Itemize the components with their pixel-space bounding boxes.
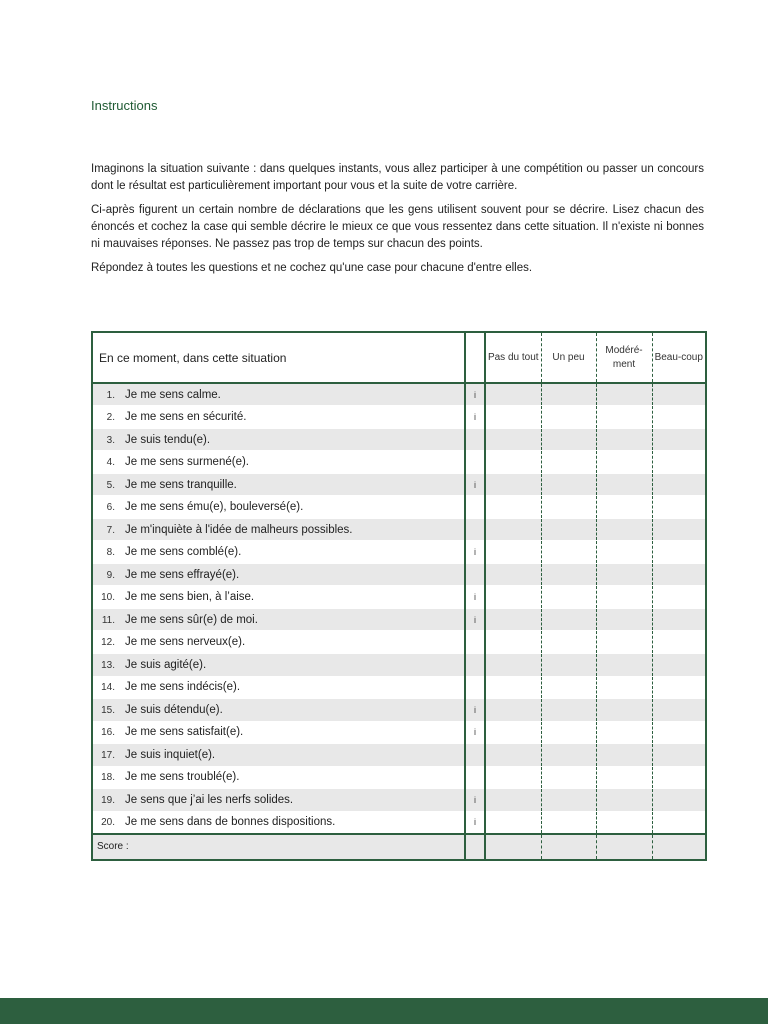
answer-cell-pas-du-tout[interactable]: [485, 518, 541, 541]
answer-cell-un-peu[interactable]: [541, 744, 596, 767]
item-flag: [465, 766, 485, 789]
answer-cell-pas-du-tout[interactable]: [485, 631, 541, 654]
table-row: [93, 518, 705, 541]
answer-cell-un-peu[interactable]: [541, 406, 596, 429]
item-text: Je sens que j’ai les nerfs solides.: [125, 793, 294, 806]
item-number: 11.: [101, 614, 115, 626]
table-row: [93, 766, 705, 789]
item-number: 2.: [106, 412, 115, 424]
answer-cell-un-peu[interactable]: [541, 586, 596, 609]
score-cell-un-peu[interactable]: [541, 834, 596, 859]
item-flag: i: [465, 383, 485, 406]
answer-cell-moderement[interactable]: [596, 699, 652, 722]
table-row: [93, 541, 705, 564]
answer-cell-beaucoup[interactable]: [652, 563, 705, 586]
answer-cell-moderement[interactable]: [596, 721, 652, 744]
item-flag: i: [465, 811, 485, 834]
column-header-beaucoup: Beau-coup: [652, 333, 705, 383]
item-label-cell: [93, 631, 465, 654]
item-label-cell: [93, 451, 465, 474]
column-header-moderement: Modéré-ment: [596, 333, 652, 383]
answer-cell-un-peu[interactable]: [541, 811, 596, 834]
score-cell-pas-du-tout[interactable]: [485, 834, 541, 859]
table-row: [93, 789, 705, 812]
item-label-cell: [93, 653, 465, 676]
answer-cell-beaucoup[interactable]: [652, 518, 705, 541]
score-row: [93, 834, 705, 859]
answer-cell-moderement[interactable]: [596, 766, 652, 789]
item-number: 1.: [106, 389, 115, 401]
table-row: [93, 496, 705, 519]
item-text: Je me sens ému(e), bouleversé(e).: [125, 501, 304, 514]
answer-cell-moderement[interactable]: [596, 744, 652, 767]
item-label-cell: [93, 473, 465, 496]
footer-bar: [0, 998, 768, 1024]
answer-cell-beaucoup[interactable]: [652, 586, 705, 609]
item-number: 20.: [101, 817, 115, 829]
item-text: Je me sens calme.: [125, 388, 221, 401]
answer-cell-pas-du-tout[interactable]: [485, 586, 541, 609]
item-flag: [465, 518, 485, 541]
item-flag: [465, 631, 485, 654]
item-text: Je me sens indécis(e).: [125, 681, 241, 694]
answer-cell-moderement[interactable]: [596, 811, 652, 834]
item-text: Je me sens satisfait(e).: [125, 726, 244, 739]
item-text: Je suis tendu(e).: [125, 433, 211, 446]
item-flag: [465, 653, 485, 676]
item-text: Je suis agité(e).: [125, 658, 207, 671]
answer-cell-pas-du-tout[interactable]: [485, 406, 541, 429]
item-flag: [465, 744, 485, 767]
item-label-cell: [93, 766, 465, 789]
answer-cell-beaucoup[interactable]: [652, 631, 705, 654]
answer-cell-pas-du-tout[interactable]: [485, 653, 541, 676]
item-label-cell: [93, 428, 465, 451]
item-label-cell: [93, 699, 465, 722]
answer-cell-beaucoup[interactable]: [652, 744, 705, 767]
answer-cell-moderement[interactable]: [596, 586, 652, 609]
column-header-pas-du-tout: Pas du tout: [485, 333, 541, 383]
item-label-cell: [93, 789, 465, 812]
item-flag: i: [465, 608, 485, 631]
answer-cell-un-peu[interactable]: [541, 563, 596, 586]
answer-cell-pas-du-tout[interactable]: [485, 721, 541, 744]
answer-cell-un-peu[interactable]: [541, 789, 596, 812]
table-row: [93, 451, 705, 474]
answer-cell-beaucoup[interactable]: [652, 496, 705, 519]
item-label-cell: [93, 496, 465, 519]
answer-cell-moderement[interactable]: [596, 451, 652, 474]
item-number: 7.: [106, 524, 115, 536]
item-number: 12.: [101, 637, 115, 649]
table-title: En ce moment, dans cette situation: [93, 333, 465, 383]
table-row: [93, 428, 705, 451]
answer-cell-pas-du-tout[interactable]: [485, 563, 541, 586]
table-row: [93, 563, 705, 586]
item-text: Je me sens surmené(e).: [125, 456, 249, 469]
answer-cell-un-peu[interactable]: [541, 699, 596, 722]
item-number: 10.: [101, 592, 115, 604]
instructions-text: [91, 161, 704, 284]
table-row: [93, 586, 705, 609]
answer-cell-un-peu[interactable]: [541, 721, 596, 744]
answer-cell-moderement[interactable]: [596, 789, 652, 812]
table-row: [93, 631, 705, 654]
answer-cell-un-peu[interactable]: [541, 518, 596, 541]
item-text: Je me sens en sécurité.: [125, 411, 247, 424]
item-flag: [465, 451, 485, 474]
answer-cell-un-peu[interactable]: [541, 383, 596, 406]
answer-cell-pas-du-tout[interactable]: [485, 766, 541, 789]
answer-cell-un-peu[interactable]: [541, 473, 596, 496]
intro-paragraph-1: Imaginons la situation suivante : dans quelques instants, vous allez participer à une compétition ou passer un concours dont le résultat est particulièrement important pour vous et la suite de votre carrière.: [91, 163, 704, 192]
answer-cell-beaucoup[interactable]: [652, 406, 705, 429]
item-text: Je me sens sûr(e) de moi.: [125, 613, 258, 626]
item-flag: i: [465, 406, 485, 429]
answer-cell-pas-du-tout[interactable]: [485, 541, 541, 564]
item-flag: i: [465, 541, 485, 564]
answer-cell-beaucoup[interactable]: [652, 541, 705, 564]
answer-cell-un-peu[interactable]: [541, 631, 596, 654]
answer-cell-beaucoup[interactable]: [652, 653, 705, 676]
answer-cell-pas-du-tout[interactable]: [485, 699, 541, 722]
answer-cell-moderement[interactable]: [596, 406, 652, 429]
score-flag-cell: [465, 834, 485, 859]
answer-cell-moderement[interactable]: [596, 631, 652, 654]
answer-cell-beaucoup[interactable]: [652, 428, 705, 451]
answer-cell-pas-du-tout[interactable]: [485, 383, 541, 406]
item-flag: [465, 428, 485, 451]
item-label-cell: [93, 721, 465, 744]
item-number: 16.: [101, 727, 115, 739]
item-label-cell: [93, 744, 465, 767]
item-number: 4.: [106, 457, 115, 469]
answer-cell-beaucoup[interactable]: [652, 699, 705, 722]
questionnaire-table: [93, 333, 705, 859]
item-label-cell: [93, 518, 465, 541]
answer-cell-moderement[interactable]: [596, 518, 652, 541]
answer-cell-pas-du-tout[interactable]: [485, 451, 541, 474]
answer-cell-moderement[interactable]: [596, 563, 652, 586]
answer-cell-beaucoup[interactable]: [652, 811, 705, 834]
item-text: Je me sens effrayé(e).: [125, 568, 240, 581]
item-label-cell: [93, 608, 465, 631]
item-text: Je suis inquiet(e).: [125, 748, 216, 761]
item-number: 19.: [101, 794, 115, 806]
answer-cell-pas-du-tout[interactable]: [485, 789, 541, 812]
table-row: [93, 811, 705, 834]
item-number: 3.: [106, 434, 115, 446]
item-flag: [465, 563, 485, 586]
item-text: Je me sens comblé(e).: [125, 546, 242, 559]
score-cell-beaucoup[interactable]: [652, 834, 705, 859]
item-label-cell: [93, 676, 465, 699]
header-row: [93, 333, 705, 383]
item-label-cell: [93, 383, 465, 406]
answer-cell-moderement[interactable]: [596, 383, 652, 406]
score-cell-moderement[interactable]: [596, 834, 652, 859]
table-row: [93, 653, 705, 676]
answer-cell-pas-du-tout[interactable]: [485, 473, 541, 496]
item-number: 17.: [101, 749, 115, 761]
intro-paragraph-3: Répondez à toutes les questions et ne cochez qu'une case pour chacune d'entre elles.: [91, 262, 533, 274]
answer-cell-un-peu[interactable]: [541, 653, 596, 676]
answer-cell-un-peu[interactable]: [541, 766, 596, 789]
answer-cell-pas-du-tout[interactable]: [485, 676, 541, 699]
item-number: 18.: [101, 772, 115, 784]
answer-cell-moderement[interactable]: [596, 676, 652, 699]
answer-cell-pas-du-tout[interactable]: [485, 744, 541, 767]
item-flag: i: [465, 473, 485, 496]
item-flag: [465, 676, 485, 699]
answer-cell-beaucoup[interactable]: [652, 608, 705, 631]
item-number: 8.: [106, 547, 115, 559]
item-flag: i: [465, 699, 485, 722]
answer-cell-beaucoup[interactable]: [652, 451, 705, 474]
table-row: [93, 699, 705, 722]
table-row: [93, 473, 705, 496]
flag-column-header: [465, 333, 485, 383]
item-text: Je me sens troublé(e).: [125, 771, 240, 784]
item-label-cell: [93, 406, 465, 429]
answer-cell-beaucoup[interactable]: [652, 473, 705, 496]
item-text: Je me sens dans de bonnes dispositions.: [125, 816, 336, 829]
item-label-cell: [93, 811, 465, 834]
answer-cell-moderement[interactable]: [596, 473, 652, 496]
table-row: [93, 721, 705, 744]
item-flag: i: [465, 789, 485, 812]
answer-cell-beaucoup[interactable]: [652, 676, 705, 699]
answer-cell-pas-du-tout[interactable]: [485, 496, 541, 519]
answer-cell-moderement[interactable]: [596, 608, 652, 631]
answer-cell-moderement[interactable]: [596, 541, 652, 564]
answer-cell-un-peu[interactable]: [541, 676, 596, 699]
answer-cell-moderement[interactable]: [596, 496, 652, 519]
item-flag: i: [465, 586, 485, 609]
item-text: Je me sens nerveux(e).: [125, 636, 246, 649]
score-label: Score :: [93, 834, 465, 859]
answer-cell-beaucoup[interactable]: [652, 766, 705, 789]
answer-cell-un-peu[interactable]: [541, 496, 596, 519]
answer-cell-un-peu[interactable]: [541, 428, 596, 451]
item-label-cell: [93, 541, 465, 564]
item-number: 6.: [106, 502, 115, 514]
column-header-un-peu: Un peu: [541, 333, 596, 383]
intro-paragraph-2: Ci-après figurent un certain nombre de déclarations que les gens utilisent souvent pour se décrire. Lisez chacun des énoncés et cochez la case qui semble décrire le mieux ce que vous ressentez dans cette situation. Il n'existe ni bonnes ni mauvaises réponses. Ne passez pas trop de temps sur chacun des points.: [91, 204, 704, 250]
item-label-cell: [93, 563, 465, 586]
item-number: 5.: [106, 479, 115, 491]
questionnaire-form: [91, 331, 707, 861]
answer-cell-un-peu[interactable]: [541, 608, 596, 631]
table-row: [93, 383, 705, 406]
table-row: [93, 406, 705, 429]
answer-cell-pas-du-tout[interactable]: [485, 811, 541, 834]
item-number: 14.: [101, 682, 115, 694]
table-row: [93, 676, 705, 699]
answer-cell-pas-du-tout[interactable]: [485, 608, 541, 631]
answer-cell-moderement[interactable]: [596, 428, 652, 451]
item-label-cell: [93, 586, 465, 609]
answer-cell-un-peu[interactable]: [541, 451, 596, 474]
answer-cell-beaucoup[interactable]: [652, 721, 705, 744]
answer-cell-un-peu[interactable]: [541, 541, 596, 564]
answer-cell-beaucoup[interactable]: [652, 789, 705, 812]
item-flag: i: [465, 721, 485, 744]
item-number: 15.: [101, 704, 115, 716]
item-number: 9.: [106, 569, 115, 581]
table-row: [93, 608, 705, 631]
item-text: Je m'inquiète à l'idée de malheurs possibles.: [125, 523, 353, 536]
answer-cell-moderement[interactable]: [596, 653, 652, 676]
table-row: [93, 744, 705, 767]
answer-cell-pas-du-tout[interactable]: [485, 428, 541, 451]
item-text: Je me sens tranquille.: [125, 478, 237, 491]
item-text: Je me sens bien, à l’aise.: [125, 591, 255, 604]
answer-cell-beaucoup[interactable]: [652, 383, 705, 406]
item-number: 13.: [101, 659, 115, 671]
item-text: Je suis détendu(e).: [125, 703, 223, 716]
page-heading: Instructions: [91, 98, 158, 113]
item-flag: [465, 496, 485, 519]
